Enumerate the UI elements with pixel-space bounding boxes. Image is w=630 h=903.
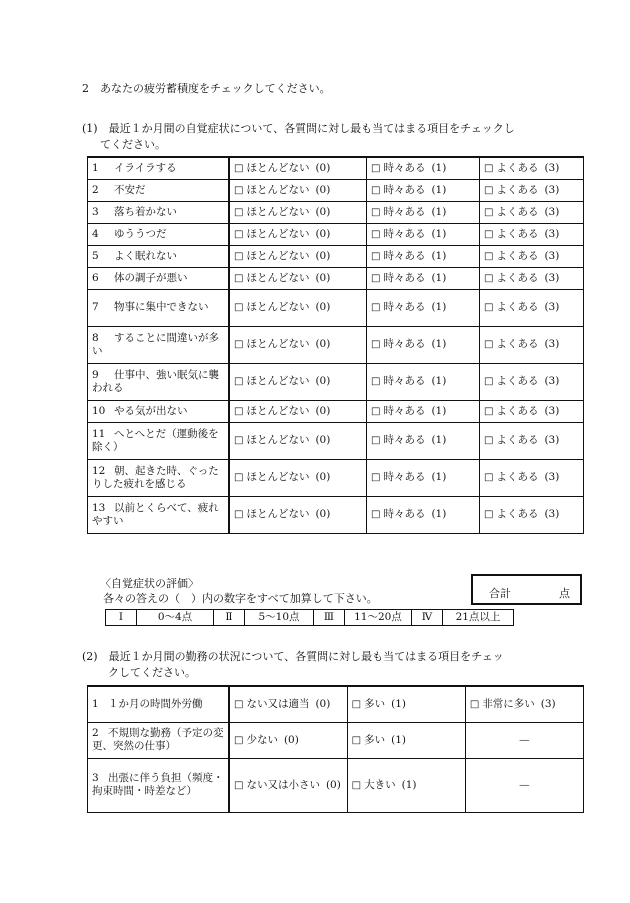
checkbox-icon[interactable]: □ bbox=[484, 302, 494, 313]
level-grade: Ⅰ bbox=[106, 610, 137, 626]
option-score: (0) bbox=[315, 338, 331, 350]
symptom-row bbox=[88, 245, 584, 267]
option-score: (3) bbox=[544, 338, 560, 350]
option-score: (3) bbox=[544, 375, 560, 387]
option-label: ほとんどない bbox=[246, 508, 310, 520]
level-range: 11〜20点 bbox=[345, 610, 412, 626]
checkbox-icon[interactable]: □ bbox=[484, 250, 494, 262]
option-label: 時々ある bbox=[383, 183, 426, 196]
symptom-row bbox=[88, 459, 584, 496]
symptom-row bbox=[88, 289, 584, 326]
option-label: よくある bbox=[496, 271, 539, 284]
option-label: ほとんどない bbox=[246, 161, 310, 174]
option-score: (0) bbox=[315, 404, 331, 417]
question-text: 朝、起きた時、ぐったりした疲れを感じる bbox=[92, 464, 219, 490]
answer-option-2[interactable] bbox=[367, 179, 480, 201]
checkbox-icon[interactable]: □ bbox=[234, 698, 244, 710]
question-text: 出張に伴う負担（頻度・拘束時間・時差など） bbox=[92, 772, 224, 797]
checkbox-icon[interactable]: □ bbox=[351, 779, 362, 791]
option-score: (0) bbox=[315, 434, 331, 446]
checkbox-icon[interactable]: □ bbox=[371, 302, 381, 313]
answer-option-2[interactable] bbox=[367, 223, 480, 245]
checkbox-icon[interactable]: □ bbox=[371, 206, 381, 218]
option-score: (3) bbox=[544, 227, 560, 240]
option-label: 時々ある bbox=[383, 301, 426, 313]
option-label: よくある bbox=[496, 249, 539, 262]
option-score: (0) bbox=[315, 205, 331, 218]
option-label: 非常に多い bbox=[482, 697, 535, 710]
answer-option-3[interactable] bbox=[480, 223, 584, 245]
symptom-row bbox=[88, 179, 584, 201]
option-label: よくある bbox=[496, 434, 539, 446]
answer-option-1[interactable] bbox=[229, 326, 367, 363]
option-score: (3) bbox=[544, 205, 560, 218]
level-range: 21点以上 bbox=[443, 610, 514, 626]
option-label: よくある bbox=[496, 508, 539, 520]
option-label: 時々ある bbox=[383, 161, 426, 174]
option-score: (0) bbox=[315, 227, 331, 240]
checkbox-icon[interactable]: □ bbox=[234, 435, 244, 446]
option-score: (3) bbox=[540, 697, 556, 710]
option-score: (0) bbox=[315, 271, 331, 284]
option-score: (3) bbox=[544, 471, 560, 483]
answer-option-1[interactable] bbox=[229, 179, 367, 201]
evaluation-instruction: 各々の答えの（ ）内の数字をすべて加算して下さい。 bbox=[103, 592, 378, 605]
answer-option-1[interactable] bbox=[229, 496, 367, 533]
answer-option-1[interactable] bbox=[229, 201, 367, 223]
symptom-question bbox=[88, 363, 230, 400]
question-number: 13 bbox=[92, 501, 106, 514]
checkbox-icon[interactable]: □ bbox=[484, 339, 494, 350]
option-score: (1) bbox=[431, 471, 447, 483]
section1-intro-line1: (1) 最近１か月間の自覚症状について、各質問に対し最も当てはまる項目をチェックし bbox=[82, 122, 515, 135]
checkbox-icon[interactable]: □ bbox=[234, 162, 244, 174]
checkbox-icon[interactable]: □ bbox=[371, 405, 381, 417]
question-number: 1 bbox=[92, 161, 99, 174]
symptom-row bbox=[88, 363, 584, 400]
work-question bbox=[88, 686, 230, 722]
section2-intro-line2: クしてください。 bbox=[108, 666, 196, 679]
work-row bbox=[88, 722, 584, 758]
option-label: 多い bbox=[364, 697, 386, 710]
option-label: 時々ある bbox=[383, 271, 426, 284]
level-grade: Ⅳ bbox=[412, 610, 443, 626]
work-row bbox=[88, 686, 584, 722]
question-text: １か月の時間外労働 bbox=[108, 697, 203, 710]
answer-option-3[interactable] bbox=[480, 245, 584, 267]
option-label: 時々ある bbox=[383, 404, 426, 417]
total-label: 合計 bbox=[489, 587, 511, 600]
answer-option-3[interactable] bbox=[480, 459, 584, 496]
symptom-row bbox=[88, 157, 584, 179]
checkbox-icon[interactable]: □ bbox=[371, 162, 381, 174]
checkbox-icon[interactable]: □ bbox=[234, 405, 244, 417]
checkbox-icon[interactable]: □ bbox=[234, 206, 244, 218]
checkbox-icon[interactable]: □ bbox=[371, 184, 381, 196]
option-score: (1) bbox=[431, 249, 447, 262]
answer-option-3[interactable] bbox=[480, 422, 584, 459]
checkbox-icon[interactable]: □ bbox=[484, 228, 494, 240]
level-range: 5〜10点 bbox=[245, 610, 314, 626]
work-option-1[interactable] bbox=[229, 686, 347, 722]
checkbox-icon[interactable]: □ bbox=[351, 734, 362, 746]
option-score: (1) bbox=[431, 271, 447, 284]
work-question bbox=[88, 722, 230, 758]
work-option-2[interactable] bbox=[347, 686, 465, 722]
question-number: 4 bbox=[92, 227, 99, 240]
answer-option-3[interactable] bbox=[480, 363, 584, 400]
option-label: よくある bbox=[496, 338, 539, 350]
answer-option-2[interactable] bbox=[367, 422, 480, 459]
question-text: やる気が出ない bbox=[114, 404, 188, 417]
symptom-row bbox=[88, 326, 584, 363]
option-label: ほとんどない bbox=[246, 271, 310, 284]
option-score: (1) bbox=[431, 404, 447, 417]
option-label: 時々ある bbox=[383, 471, 426, 483]
question-text: ゆううつだ bbox=[114, 227, 167, 240]
symptom-row bbox=[88, 496, 584, 533]
answer-option-3[interactable] bbox=[480, 400, 584, 422]
question-number: 9 bbox=[92, 368, 99, 381]
answer-option-2[interactable] bbox=[367, 245, 480, 267]
checkbox-icon[interactable]: □ bbox=[371, 339, 381, 350]
option-score: (0) bbox=[315, 697, 331, 710]
checkbox-icon[interactable]: □ bbox=[484, 435, 494, 446]
option-score: (0) bbox=[315, 508, 331, 520]
checkbox-icon[interactable]: □ bbox=[234, 339, 244, 350]
symptom-row bbox=[88, 400, 584, 422]
question-text: 不安だ bbox=[114, 183, 146, 196]
option-label: 時々ある bbox=[383, 205, 426, 218]
not-applicable: — bbox=[519, 733, 530, 746]
question-text: 体の調子が悪い bbox=[114, 271, 188, 284]
question-text: へとへとだ（運動後を除く） bbox=[92, 427, 219, 453]
option-label: 時々ある bbox=[383, 434, 426, 446]
answer-option-2[interactable] bbox=[367, 326, 480, 363]
option-score: (0) bbox=[315, 183, 331, 196]
answer-option-2[interactable] bbox=[367, 267, 480, 289]
question-text: 物事に集中できない bbox=[114, 301, 209, 313]
option-score: (3) bbox=[544, 404, 560, 417]
work-option-3 bbox=[465, 722, 583, 758]
answer-option-1[interactable] bbox=[229, 157, 367, 179]
answer-option-1[interactable] bbox=[229, 245, 367, 267]
option-score: (3) bbox=[544, 161, 560, 174]
checkbox-icon[interactable]: □ bbox=[484, 509, 494, 520]
question-text: イライラする bbox=[114, 161, 177, 174]
answer-option-3[interactable] bbox=[480, 496, 584, 533]
symptom-question bbox=[88, 245, 230, 267]
question-number: 5 bbox=[92, 249, 99, 262]
checkbox-icon[interactable]: □ bbox=[234, 734, 244, 746]
symptom-row bbox=[88, 267, 584, 289]
option-score: (0) bbox=[315, 301, 331, 313]
option-label: ほとんどない bbox=[246, 301, 310, 313]
question-number: 3 bbox=[92, 772, 99, 784]
symptom-row bbox=[88, 223, 584, 245]
symptom-question bbox=[88, 326, 230, 363]
question-text: することに間違いが多い bbox=[92, 331, 219, 357]
option-score: (1) bbox=[391, 733, 406, 746]
option-score: (1) bbox=[431, 338, 447, 350]
answer-option-1[interactable] bbox=[229, 363, 367, 400]
work-option-1[interactable] bbox=[229, 722, 347, 758]
checkbox-icon[interactable]: □ bbox=[371, 472, 381, 483]
option-score: (1) bbox=[431, 301, 447, 313]
question-number: 2 bbox=[92, 183, 99, 196]
evaluation-levels-table bbox=[105, 609, 514, 626]
symptom-table bbox=[87, 156, 584, 534]
symptom-question bbox=[88, 422, 230, 459]
option-label: 時々ある bbox=[383, 249, 426, 262]
work-option-1[interactable] bbox=[229, 758, 347, 812]
answer-option-3[interactable] bbox=[480, 201, 584, 223]
option-score: (1) bbox=[431, 434, 447, 446]
checkbox-icon[interactable]: □ bbox=[234, 509, 244, 520]
option-label: ほとんどない bbox=[246, 471, 310, 483]
option-label: ほとんどない bbox=[246, 183, 310, 196]
checkbox-icon[interactable]: □ bbox=[371, 435, 381, 446]
option-label: ない又は小さい bbox=[246, 778, 320, 791]
answer-option-3[interactable] bbox=[480, 267, 584, 289]
answer-option-1[interactable] bbox=[229, 267, 367, 289]
option-score: (0) bbox=[315, 249, 331, 262]
answer-option-2[interactable] bbox=[367, 157, 480, 179]
option-score: (3) bbox=[544, 183, 560, 196]
checkbox-icon[interactable]: □ bbox=[484, 162, 494, 174]
checkbox-icon[interactable]: □ bbox=[371, 509, 381, 520]
question-number: 3 bbox=[92, 205, 99, 218]
option-score: (3) bbox=[544, 301, 560, 313]
answer-option-2[interactable] bbox=[367, 201, 480, 223]
work-condition-table bbox=[87, 685, 584, 813]
question-text: よく眠れない bbox=[114, 249, 177, 262]
answer-option-3[interactable] bbox=[480, 157, 584, 179]
option-score: (0) bbox=[325, 778, 341, 791]
checkbox-icon[interactable]: □ bbox=[234, 184, 244, 196]
symptom-question bbox=[88, 496, 230, 533]
checkbox-icon[interactable]: □ bbox=[469, 698, 480, 710]
option-label: よくある bbox=[496, 183, 539, 196]
question-number: 11 bbox=[92, 427, 106, 440]
option-label: よくある bbox=[496, 227, 539, 240]
answer-option-1[interactable] bbox=[229, 289, 367, 326]
checkbox-icon[interactable]: □ bbox=[234, 472, 244, 483]
answer-option-2[interactable] bbox=[367, 400, 480, 422]
checkbox-icon[interactable]: □ bbox=[484, 405, 494, 417]
question-number: 1 bbox=[92, 697, 99, 710]
section-heading: 2 あなたの疲労蓄積度をチェックしてください。 bbox=[82, 82, 331, 95]
option-score: (1) bbox=[391, 697, 406, 710]
option-score: (1) bbox=[431, 161, 447, 174]
question-number: 12 bbox=[92, 464, 106, 477]
option-label: 時々ある bbox=[383, 227, 426, 240]
option-score: (3) bbox=[544, 434, 560, 446]
evaluation-title: 〈自覚症状の評価〉 bbox=[100, 577, 199, 590]
option-label: 時々ある bbox=[383, 375, 426, 387]
question-number: 6 bbox=[92, 271, 99, 284]
option-score: (1) bbox=[431, 227, 447, 240]
option-label: よくある bbox=[496, 404, 539, 417]
work-option-2[interactable] bbox=[347, 758, 465, 812]
work-option-2[interactable] bbox=[347, 722, 465, 758]
option-label: ほとんどない bbox=[246, 375, 310, 387]
option-label: ほとんどない bbox=[246, 404, 310, 417]
option-label: 時々ある bbox=[383, 508, 426, 520]
symptom-question bbox=[88, 223, 230, 245]
checkbox-icon[interactable]: □ bbox=[234, 302, 244, 313]
answer-option-2[interactable] bbox=[367, 496, 480, 533]
option-score: (1) bbox=[401, 778, 417, 791]
level-grade: Ⅱ bbox=[214, 610, 245, 626]
symptom-row bbox=[88, 422, 584, 459]
checkbox-icon[interactable]: □ bbox=[484, 472, 494, 483]
option-label: よくある bbox=[496, 161, 539, 174]
checkbox-icon[interactable]: □ bbox=[351, 698, 362, 710]
question-text: 不規則な勤務（予定の変更、突然の仕事） bbox=[92, 727, 224, 752]
option-score: (3) bbox=[544, 508, 560, 520]
option-score: (3) bbox=[544, 271, 560, 284]
option-label: ほとんどない bbox=[246, 338, 310, 350]
symptom-question bbox=[88, 201, 230, 223]
checkbox-icon[interactable]: □ bbox=[371, 376, 381, 387]
option-score: (1) bbox=[431, 183, 447, 196]
checkbox-icon[interactable]: □ bbox=[234, 272, 244, 284]
question-text: 以前とくらべて、疲れやすい bbox=[92, 501, 219, 527]
question-number: 10 bbox=[92, 404, 106, 417]
option-score: (0) bbox=[315, 471, 331, 483]
symptom-question bbox=[88, 267, 230, 289]
work-option-3 bbox=[465, 758, 583, 812]
option-label: ほとんどない bbox=[246, 205, 310, 218]
question-text: 落ち着かない bbox=[114, 205, 177, 218]
level-range: 0〜4点 bbox=[137, 610, 214, 626]
symptom-question bbox=[88, 289, 230, 326]
checkbox-icon[interactable]: □ bbox=[234, 779, 244, 791]
option-score: (1) bbox=[431, 205, 447, 218]
checkbox-icon[interactable]: □ bbox=[484, 184, 494, 196]
answer-option-3[interactable] bbox=[480, 289, 584, 326]
checkbox-icon[interactable]: □ bbox=[484, 376, 494, 387]
symptom-question bbox=[88, 400, 230, 422]
answer-option-3[interactable] bbox=[480, 326, 584, 363]
checkbox-icon[interactable]: □ bbox=[234, 376, 244, 387]
option-label: 少ない bbox=[246, 733, 278, 746]
option-score: (0) bbox=[315, 161, 331, 174]
option-label: ない又は適当 bbox=[246, 697, 310, 710]
symptom-row bbox=[88, 201, 584, 223]
answer-option-1[interactable] bbox=[229, 422, 367, 459]
option-label: 大きい bbox=[364, 778, 396, 791]
answer-option-2[interactable] bbox=[367, 363, 480, 400]
option-score: (0) bbox=[315, 375, 331, 387]
answer-option-2[interactable] bbox=[367, 289, 480, 326]
answer-option-2[interactable] bbox=[367, 459, 480, 496]
option-label: よくある bbox=[496, 471, 539, 483]
answer-option-1[interactable] bbox=[229, 459, 367, 496]
option-score: (1) bbox=[431, 508, 447, 520]
option-label: ほとんどない bbox=[246, 249, 310, 262]
checkbox-icon[interactable]: □ bbox=[484, 272, 494, 284]
total-unit: 点 bbox=[559, 587, 570, 600]
answer-option-3[interactable] bbox=[480, 179, 584, 201]
symptom-question bbox=[88, 179, 230, 201]
work-option-3[interactable] bbox=[465, 686, 583, 722]
option-score: (1) bbox=[431, 375, 447, 387]
option-label: よくある bbox=[496, 205, 539, 218]
checkbox-icon[interactable]: □ bbox=[371, 250, 381, 262]
option-score: (0) bbox=[283, 733, 299, 746]
section2-intro-line1: (2) 最近１か月間の勤務の状況について、各質問に対し最も当てはまる項目をチェッ bbox=[82, 650, 504, 663]
option-label: ほとんどない bbox=[246, 434, 310, 446]
symptom-question bbox=[88, 157, 230, 179]
question-number: 2 bbox=[92, 727, 99, 739]
question-text: 仕事中、強い眠気に襲われる bbox=[92, 368, 219, 394]
option-label: 時々ある bbox=[383, 338, 426, 350]
answer-option-1[interactable] bbox=[229, 223, 367, 245]
work-question bbox=[88, 758, 230, 812]
option-label: よくある bbox=[496, 375, 539, 387]
work-row bbox=[88, 758, 584, 812]
section1-intro-line2: てください。 bbox=[100, 138, 166, 151]
checkbox-icon[interactable]: □ bbox=[371, 228, 381, 240]
not-applicable: — bbox=[519, 778, 530, 791]
checkbox-icon[interactable]: □ bbox=[234, 228, 244, 240]
option-score: (3) bbox=[544, 249, 560, 262]
checkbox-icon[interactable]: □ bbox=[484, 206, 494, 218]
option-label: 多い bbox=[364, 733, 386, 746]
checkbox-icon[interactable]: □ bbox=[371, 272, 381, 284]
symptom-question bbox=[88, 459, 230, 496]
question-number: 7 bbox=[92, 301, 99, 313]
answer-option-1[interactable] bbox=[229, 400, 367, 422]
option-label: ほとんどない bbox=[246, 227, 310, 240]
level-grade: Ⅲ bbox=[314, 610, 345, 626]
checkbox-icon[interactable]: □ bbox=[234, 250, 244, 262]
question-number: 8 bbox=[92, 331, 99, 344]
option-label: よくある bbox=[496, 301, 539, 313]
total-score-box bbox=[471, 574, 582, 605]
